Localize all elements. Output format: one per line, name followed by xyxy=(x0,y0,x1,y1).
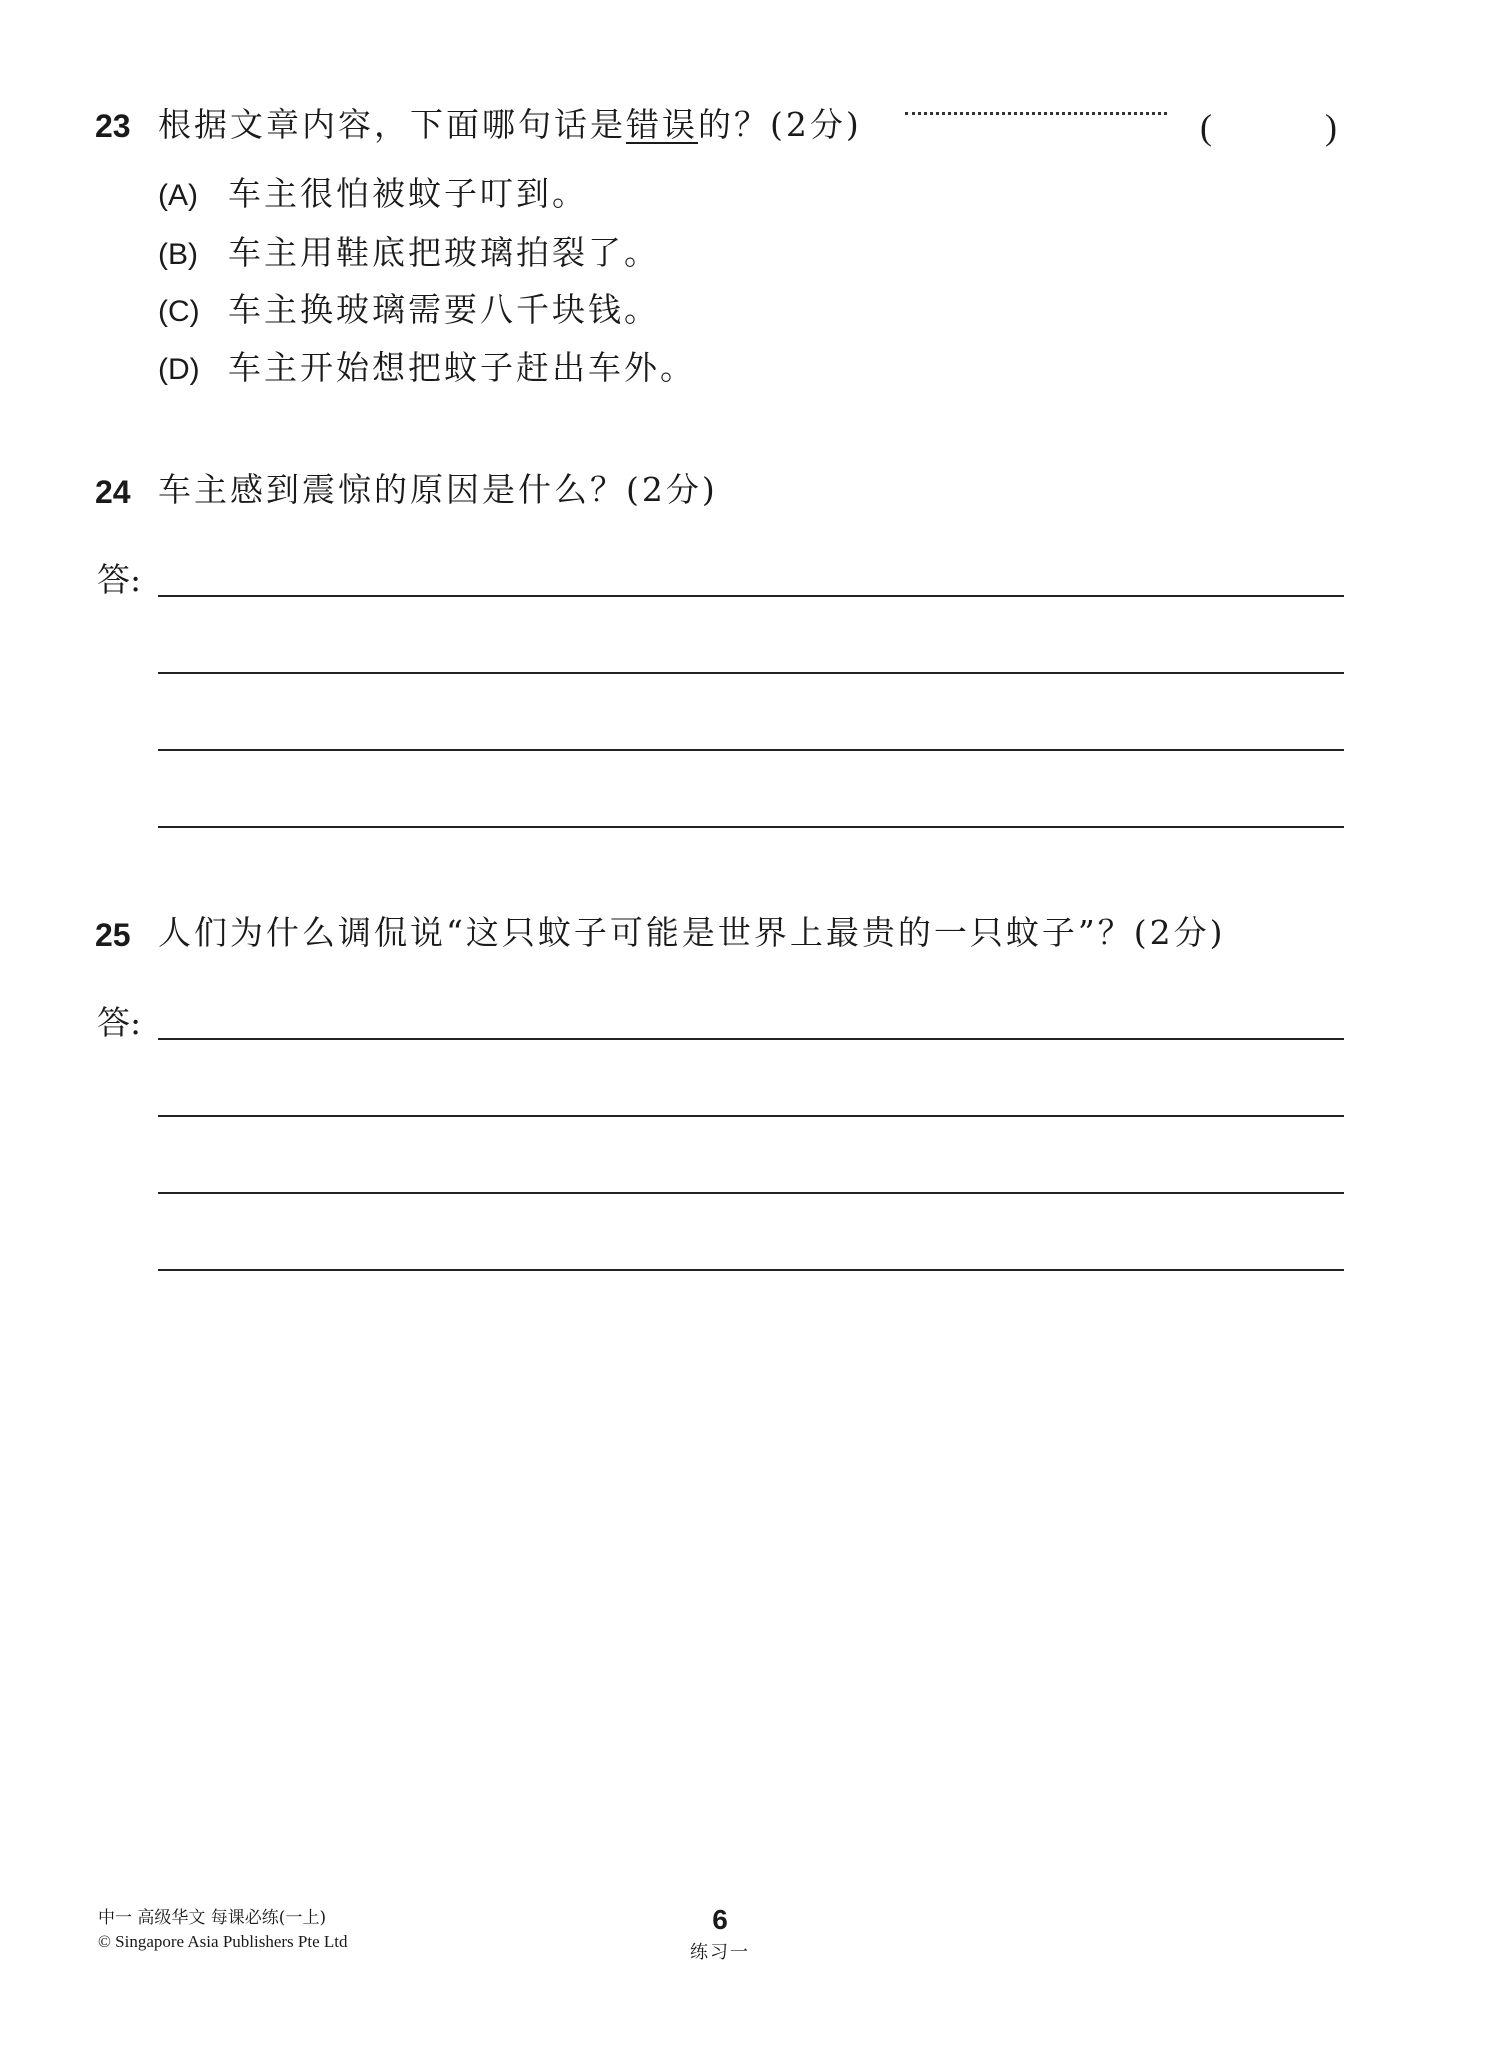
option-c-label: (C) xyxy=(158,295,200,328)
option-d xyxy=(158,348,696,394)
exercise-label: 练习一 xyxy=(690,1942,750,1963)
question-23-text xyxy=(158,105,862,145)
option-d-text: 车主开始想把蚊子赶出车外。 xyxy=(228,348,696,387)
option-b xyxy=(158,233,660,279)
question-24-text: 车主感到震惊的原因是什么？(2分) xyxy=(158,470,718,509)
option-d-label: (D) xyxy=(158,353,200,386)
question-23-emphasis: 错误 xyxy=(626,105,698,144)
question-25-number: 25 xyxy=(95,917,131,953)
answer-line-24-4[interactable] xyxy=(158,826,1344,828)
question-23-text-after: 的？(2分) xyxy=(698,105,862,144)
option-a-text: 车主很怕被蚊子叮到。 xyxy=(228,174,588,213)
answer-line-24-1[interactable] xyxy=(158,595,1344,597)
book-title: 中一 高级华文 每课必练(一上) xyxy=(98,1908,327,1928)
copyright: © Singapore Asia Publishers Pte Ltd xyxy=(98,1932,348,1951)
question-23-text-before: 根据文章内容，下面哪句话是 xyxy=(158,105,626,144)
answer-label-24: 答: xyxy=(97,560,142,599)
answer-line-24-2[interactable] xyxy=(158,672,1344,674)
answer-line-25-2[interactable] xyxy=(158,1115,1344,1117)
option-b-label: (B) xyxy=(158,238,198,271)
answer-paren-open: ( xyxy=(1200,107,1212,147)
answer-line-24-3[interactable] xyxy=(158,749,1344,751)
page-number: 6 xyxy=(712,1904,728,1935)
option-b-text: 车主用鞋底把玻璃拍裂了。 xyxy=(228,233,660,272)
question-23-number: 23 xyxy=(95,108,131,144)
question-24-number: 24 xyxy=(95,474,131,510)
leader-dots xyxy=(905,112,1167,115)
answer-paren-close: ) xyxy=(1325,107,1337,147)
option-a xyxy=(158,174,588,220)
option-c-text: 车主换玻璃需要八千块钱。 xyxy=(228,290,660,329)
answer-label-25: 答: xyxy=(97,1003,142,1042)
option-c xyxy=(158,290,660,336)
question-25-text: 人们为什么调侃说“这只蚊子可能是世界上最贵的一只蚊子”？(2分) xyxy=(158,913,1226,952)
footer-credits xyxy=(98,1906,348,1954)
answer-line-25-3[interactable] xyxy=(158,1192,1344,1194)
answer-line-25-1[interactable] xyxy=(158,1038,1344,1040)
answer-line-25-4[interactable] xyxy=(158,1269,1344,1271)
option-a-label: (A) xyxy=(158,179,198,212)
